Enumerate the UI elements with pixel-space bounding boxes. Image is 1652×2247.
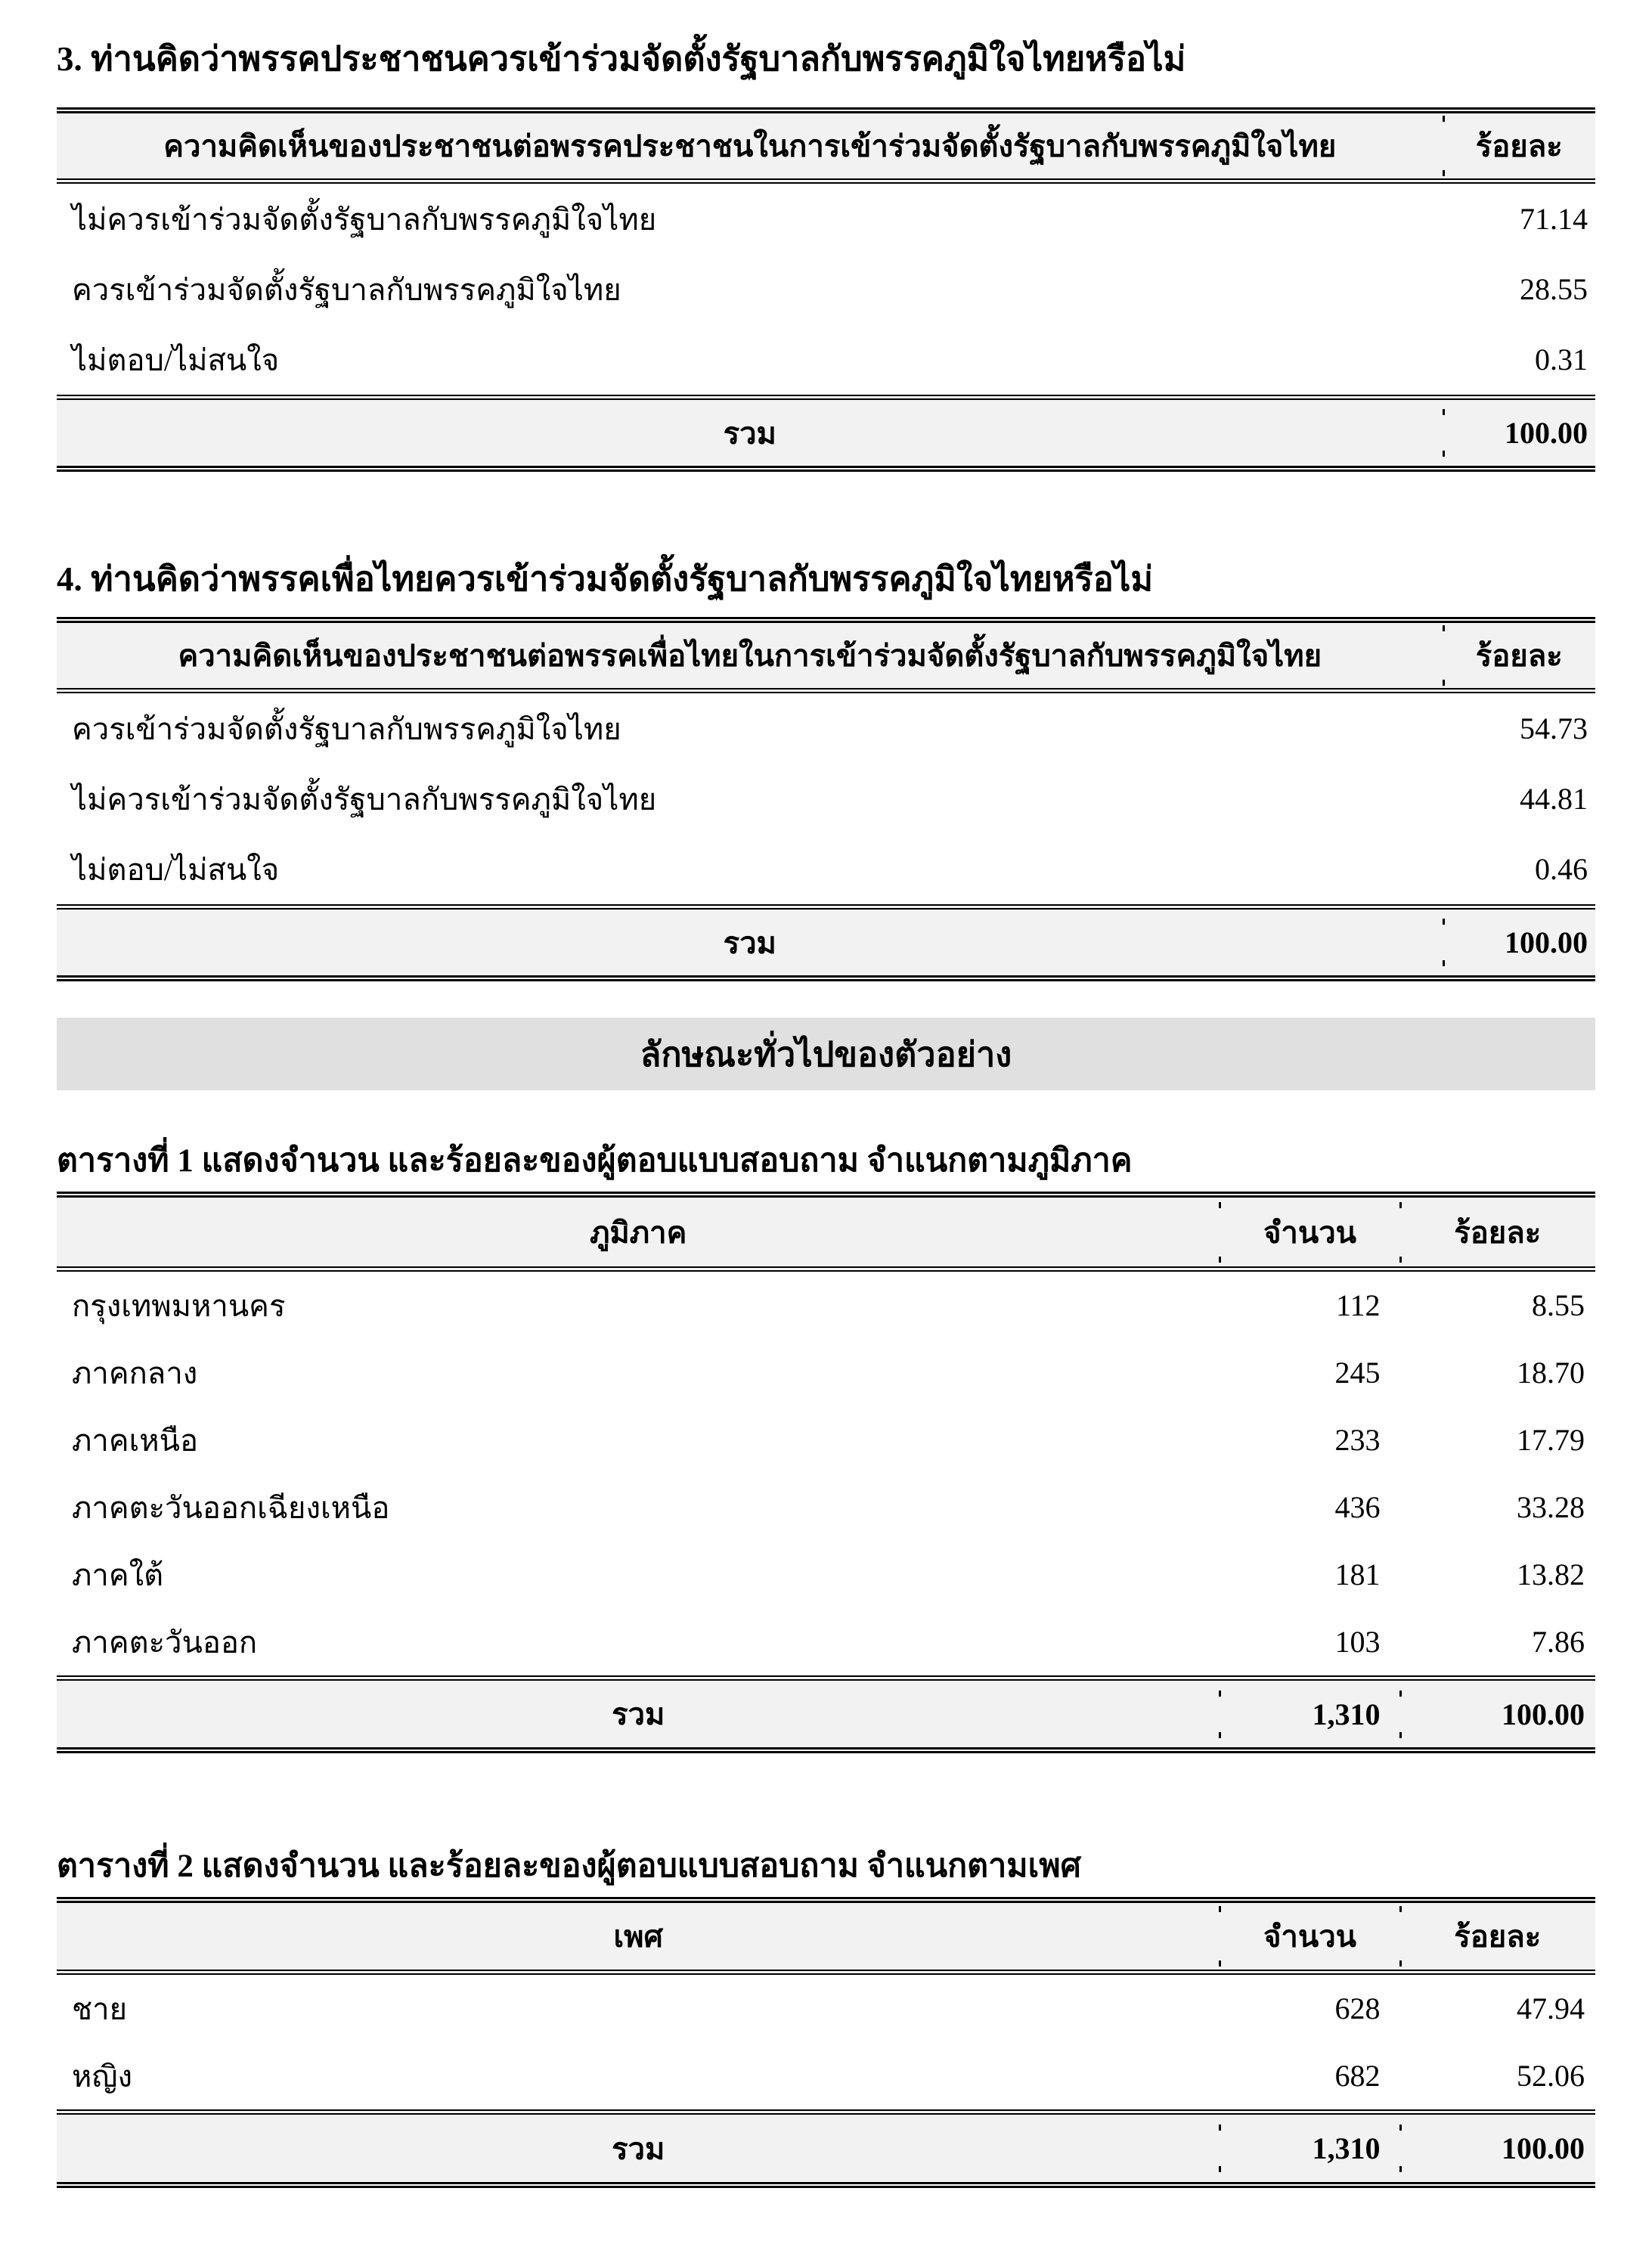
row-label: ควรเข้าร่วมจัดตั้งรัฐบาลกับพรรคภูมิใจไทย	[72, 711, 621, 746]
row-label: ควรเข้าร่วมจัดตั้งรัฐบาลกับพรรคภูมิใจไทย	[72, 272, 621, 307]
table2-caption: ตารางที่ 2 แสดงจำนวน และร้อยละของผู้ตอบแบบสอบถาม จำแนกตามเพศ	[57, 1849, 1081, 1884]
table-row	[57, 1339, 1595, 1406]
table-row	[57, 764, 1595, 834]
row-percent: 13.82	[1516, 1557, 1585, 1591]
question4-table	[57, 617, 1595, 981]
table-header-row	[57, 1903, 1595, 1975]
percent-header-label: ร้อยละ	[1400, 1912, 1595, 1960]
table-row	[57, 1272, 1595, 1339]
question4-heading: 4. ท่านคิดว่าพรรคเพื่อไทยควรเข้าร่วมจัดตั้งรัฐบาลกับพรรคภูมิใจไทยหรือไม่	[57, 560, 1154, 598]
table-row	[57, 1541, 1595, 1608]
total-count: 1,310	[1220, 2131, 1399, 2166]
row-count: 245	[1334, 1356, 1381, 1390]
gender-table	[57, 1897, 1595, 2188]
row-count: 436	[1334, 1490, 1381, 1524]
total-percent: 100.00	[1400, 2131, 1595, 2166]
row-count: 181	[1334, 1557, 1381, 1591]
row-label: ภาคใต้	[72, 1557, 164, 1592]
table-header-row	[57, 113, 1595, 184]
total-label: รวม	[612, 1697, 665, 1731]
row-percent: 17.79	[1516, 1423, 1585, 1457]
table-row	[57, 834, 1595, 904]
table-row	[57, 1474, 1595, 1541]
row-count: 112	[1336, 1288, 1381, 1322]
row-percent: 47.94	[1516, 1991, 1585, 2025]
row-percent: 0.46	[1534, 852, 1588, 886]
total-percent: 100.00	[1400, 1697, 1595, 1732]
row-label: กรุงเทพมหานคร	[72, 1288, 286, 1323]
table-row	[57, 1608, 1595, 1675]
row-label: หญิง	[72, 2059, 132, 2094]
row-label: ไม่ตอบ/ไม่สนใจ	[72, 852, 280, 887]
total-row	[57, 1675, 1595, 1747]
category-header-label: ภูมิภาค	[590, 1215, 687, 1250]
category-header-label: เพศ	[613, 1920, 663, 1954]
total-row	[57, 2109, 1595, 2182]
row-percent: 7.86	[1531, 1625, 1585, 1659]
table-header-row	[57, 623, 1595, 693]
row-percent: 44.81	[1519, 782, 1588, 816]
row-count: 628	[1334, 1991, 1381, 2025]
row-percent: 71.14	[1519, 202, 1588, 236]
total-row	[57, 904, 1595, 975]
row-percent: 8.55	[1531, 1288, 1585, 1322]
row-label: ภาคเหนือ	[72, 1423, 198, 1458]
total-label: รวม	[723, 416, 776, 451]
table-row	[57, 324, 1595, 395]
report-page	[57, 36, 1595, 2188]
row-percent: 33.28	[1516, 1490, 1585, 1524]
table-row	[57, 184, 1595, 254]
total-count: 1,310	[1220, 1697, 1399, 1732]
percent-header-label: ร้อยละ	[1443, 122, 1595, 170]
region-table	[57, 1192, 1595, 1753]
row-label: ชาย	[72, 1991, 128, 2026]
row-percent: 18.70	[1516, 1356, 1585, 1390]
question3-table	[57, 107, 1595, 472]
section-banner: ลักษณะทั่วไปของตัวอย่าง	[57, 1018, 1595, 1090]
row-percent: 54.73	[1519, 711, 1588, 745]
count-header-label: จำนวน	[1220, 1912, 1399, 1960]
percent-header-label: ร้อยละ	[1400, 1208, 1595, 1257]
table-row	[57, 254, 1595, 324]
row-percent: 0.31	[1534, 342, 1588, 377]
row-count: 103	[1334, 1625, 1381, 1659]
table-header-row	[57, 1198, 1595, 1272]
row-percent: 52.06	[1516, 2059, 1585, 2093]
table-row	[57, 1406, 1595, 1474]
total-label: รวม	[612, 2131, 665, 2166]
row-label: ไม่ควรเข้าร่วมจัดตั้งรัฐบาลกับพรรคภูมิใจไทย	[72, 202, 657, 237]
row-label: ภาคตะวันออกเฉียงเหนือ	[72, 1490, 390, 1525]
total-percent: 100.00	[1443, 415, 1595, 451]
total-label: รวม	[723, 925, 776, 960]
table-row	[57, 2042, 1595, 2109]
row-label: ภาคกลาง	[72, 1356, 198, 1390]
table-row	[57, 1975, 1595, 2042]
opinion-header-label: ความคิดเห็นของประชาชนต่อพรรคเพื่อไทยในการเข้าร่วมจัดตั้งรัฐบาลกับพรรคภูมิใจไทย	[178, 639, 1322, 673]
row-label: ภาคตะวันออก	[72, 1625, 258, 1660]
table-row	[57, 693, 1595, 764]
opinion-header-label: ความคิดเห็นของประชาชนต่อพรรคประชาชนในการเข้าร่วมจัดตั้งรัฐบาลกับพรรคภูมิใจไทย	[163, 129, 1337, 163]
count-header-label: จำนวน	[1220, 1208, 1399, 1257]
row-percent: 28.55	[1519, 272, 1588, 306]
percent-header-label: ร้อยละ	[1443, 631, 1595, 680]
row-count: 682	[1334, 2059, 1381, 2093]
row-label: ไม่ควรเข้าร่วมจัดตั้งรัฐบาลกับพรรคภูมิใจไทย	[72, 782, 657, 817]
row-label: ไม่ตอบ/ไม่สนใจ	[72, 342, 280, 377]
table1-caption: ตารางที่ 1 แสดงจำนวน และร้อยละของผู้ตอบแบบสอบถาม จำแนกตามภูมิภาค	[57, 1143, 1133, 1179]
row-count: 233	[1334, 1423, 1381, 1457]
total-percent: 100.00	[1443, 925, 1595, 960]
total-row	[57, 395, 1595, 466]
question3-heading: 3. ท่านคิดว่าพรรคประชาชนควรเข้าร่วมจัดตั้งรัฐบาลกับพรรคภูมิใจไทยหรือไม่	[57, 40, 1186, 78]
